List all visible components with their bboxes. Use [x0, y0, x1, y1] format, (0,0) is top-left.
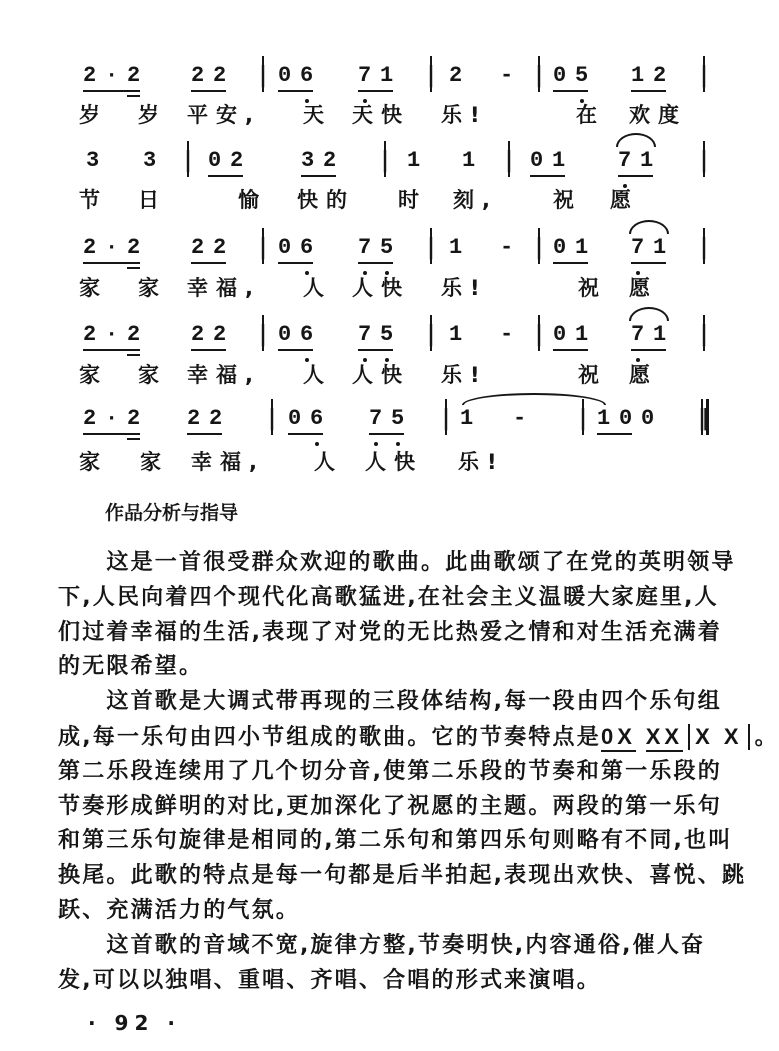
note-group: 75 — [358, 322, 403, 347]
notation-row — [0, 321, 770, 355]
lyric: 欢度 — [629, 103, 687, 127]
lyric: 祝 — [553, 188, 582, 212]
barline-symbol: | — [535, 235, 544, 260]
lyric: 岁 — [79, 103, 108, 127]
lyric: 乐! — [441, 103, 488, 127]
notation-row — [0, 234, 770, 268]
note-group: 06 — [278, 63, 323, 88]
note-group: 05 — [553, 63, 598, 88]
lyrics-row — [0, 101, 770, 135]
note-group: 22 — [191, 322, 236, 347]
barline-symbol: | — [427, 322, 436, 347]
text-line: 节奏形成鲜明的对比,更加深化了祝愿的主题。两段的第一乐句 — [58, 793, 722, 819]
barline-symbol: | — [505, 148, 514, 173]
barline-symbol: | — [442, 406, 451, 431]
barline-symbol: | — [184, 148, 193, 173]
note-group: 1 — [462, 148, 485, 173]
rhythm-notation: X X — [695, 724, 743, 749]
rhythm-barline — [688, 724, 690, 750]
lyric: 人 — [303, 363, 332, 387]
lyric: 祝 — [578, 363, 607, 387]
page-number: · 92 · — [88, 1011, 181, 1035]
lyric: 在 — [576, 103, 605, 127]
low-octave-dot — [315, 442, 319, 446]
text-line: 这首歌的音域不宽,旋律方整,节奏明快,内容通俗,催人奋 — [58, 932, 706, 958]
text-line: 下,人民向着四个现代化高歌猛进,在社会主义温暖大家庭里,人 — [58, 584, 719, 610]
note-group: 01 — [553, 322, 598, 347]
text-line: 跃、充满活力的气氛。 — [58, 898, 301, 923]
note-group: - — [500, 63, 523, 88]
lyric: 幸福, — [187, 363, 261, 387]
second-underline — [127, 267, 140, 269]
lyric: 祝 — [578, 276, 607, 300]
barline-symbol: | — [259, 322, 268, 347]
lyric: 幸福, — [187, 276, 261, 300]
barline-symbol: | — [427, 63, 436, 88]
lyric: 家 — [140, 450, 169, 474]
note-group: 01 — [530, 148, 575, 173]
text-span: 成,每一乐句由四小节组成的歌曲。它的节奏特点是 — [58, 725, 601, 750]
note-group: 06 — [288, 406, 333, 431]
barline-symbol: | — [381, 148, 390, 173]
note-group: 2·2 — [83, 235, 150, 260]
lyrics-row — [0, 186, 770, 220]
lyric: 节 — [79, 188, 108, 212]
barline-symbol: | — [427, 235, 436, 260]
barline-symbol: | — [535, 63, 544, 88]
lyric: 天快 — [352, 103, 410, 127]
second-underline — [127, 95, 140, 97]
text-line: 换尾。此歌的特点是每一句都是后半拍起,表现出欢快、喜悦、跳 — [58, 863, 747, 889]
lyric: 愉 — [238, 188, 267, 212]
lyric: 岁 — [138, 103, 167, 127]
note-group: 1 — [449, 322, 472, 347]
barline-symbol: | — [579, 406, 588, 431]
underline — [597, 433, 632, 435]
lyric: 日 — [138, 188, 167, 212]
note-group: 1 — [449, 235, 472, 260]
note-group: 71 — [618, 148, 663, 173]
note-group: 3 — [86, 148, 109, 173]
text-line: 发,可以以独唱、重唱、齐唱、合唱的形式来演唱。 — [58, 967, 601, 993]
second-underline — [127, 354, 140, 356]
note-group: 2·2 — [83, 63, 150, 88]
text-span: 。 — [754, 725, 779, 750]
lyric: 乐! — [441, 363, 488, 387]
rhythm-notation: 0X — [601, 724, 636, 752]
rhythm-barline — [748, 724, 750, 750]
text-line: 的无限希望。 — [58, 654, 204, 680]
note-group: 22 — [191, 235, 236, 260]
lyric: 家 — [79, 450, 108, 474]
lyric: 乐! — [441, 276, 488, 300]
note-group: 02 — [208, 148, 253, 173]
note-group: 22 — [187, 406, 232, 431]
note-group: 12 — [631, 63, 676, 88]
note-group: 01 — [553, 235, 598, 260]
lyrics-row — [0, 361, 770, 395]
lyric: 天 — [303, 103, 332, 127]
lyrics-row — [0, 274, 770, 308]
note-group: 75 — [369, 406, 414, 431]
note-group: - — [500, 322, 523, 347]
lyric: 家 — [138, 276, 167, 300]
section-heading: 作品分析与指导 — [105, 502, 239, 524]
note-group: 1 — [460, 406, 483, 431]
note-group: 06 — [278, 322, 323, 347]
low-octave-dot — [374, 442, 378, 446]
text-line — [58, 723, 779, 752]
barline-symbol: | — [268, 406, 277, 431]
lyric: 家 — [79, 363, 108, 387]
barline-symbol: ‖ — [698, 406, 709, 431]
text-line: 们过着幸福的生活,表现了对党的无比热爱之情和对生活充满着 — [58, 619, 722, 645]
notation-row — [0, 62, 770, 96]
barline-symbol: | — [700, 63, 709, 88]
note-group: - — [513, 406, 536, 431]
second-underline — [127, 438, 140, 440]
lyric: 愿 — [610, 188, 639, 212]
barline-symbol: | — [259, 235, 268, 260]
low-octave-dot — [396, 442, 400, 446]
rhythm-notation: XX — [646, 724, 683, 752]
lyric: 人 — [303, 276, 332, 300]
notation-row — [0, 405, 770, 439]
note-group: 71 — [631, 235, 676, 260]
lyric: 家 — [79, 276, 108, 300]
note-group: 100 — [597, 406, 664, 431]
lyric: 人 — [314, 450, 343, 474]
note-group: 2·2 — [83, 322, 150, 347]
text-line: 第二乐段连续用了几个切分音,使第二乐段的节奏和第一乐段的 — [58, 758, 722, 784]
slur-mark — [629, 307, 669, 321]
slur-mark — [629, 220, 669, 234]
lyric: 乐! — [458, 450, 505, 474]
text-line: 这首歌是大调式带再现的三段体结构,每一段由四个乐句组 — [58, 689, 722, 715]
lyric: 快的 — [297, 188, 355, 212]
lyric: 幸福, — [191, 450, 265, 474]
barline-symbol: | — [535, 322, 544, 347]
note-group: 22 — [191, 63, 236, 88]
barline-symbol: | — [259, 63, 268, 88]
note-group: 3 — [143, 148, 166, 173]
lyric: 愿 — [629, 276, 658, 300]
barline-symbol: | — [700, 322, 709, 347]
note-group: 32 — [301, 148, 346, 173]
barline-symbol: | — [700, 235, 709, 260]
lyric: 平安, — [187, 103, 261, 127]
note-group: 1 — [407, 148, 430, 173]
note-group: 75 — [358, 235, 403, 260]
lyrics-row — [0, 448, 770, 482]
note-group: - — [500, 235, 523, 260]
note-group: 06 — [278, 235, 323, 260]
text-line: 这是一首很受群众欢迎的歌曲。此曲歌颂了在党的英明领导 — [58, 550, 736, 575]
lyric: 人快 — [352, 276, 410, 300]
note-group: 71 — [358, 63, 403, 88]
barline-symbol: | — [700, 148, 709, 173]
lyric: 愿 — [629, 363, 658, 387]
notation-row — [0, 147, 770, 181]
lyric: 人快 — [365, 450, 423, 474]
lyric: 人快 — [352, 363, 410, 387]
slur-mark — [616, 133, 656, 147]
note-group: 71 — [631, 322, 676, 347]
lyric: 时 — [398, 188, 427, 212]
lyric: 家 — [138, 363, 167, 387]
note-group: 2 — [449, 63, 472, 88]
note-group: 2·2 — [83, 406, 150, 431]
text-line: 和第三乐句旋律是相同的,第二乐句和第四乐句则略有不同,也叫 — [58, 828, 733, 854]
lyric: 刻, — [453, 188, 498, 212]
